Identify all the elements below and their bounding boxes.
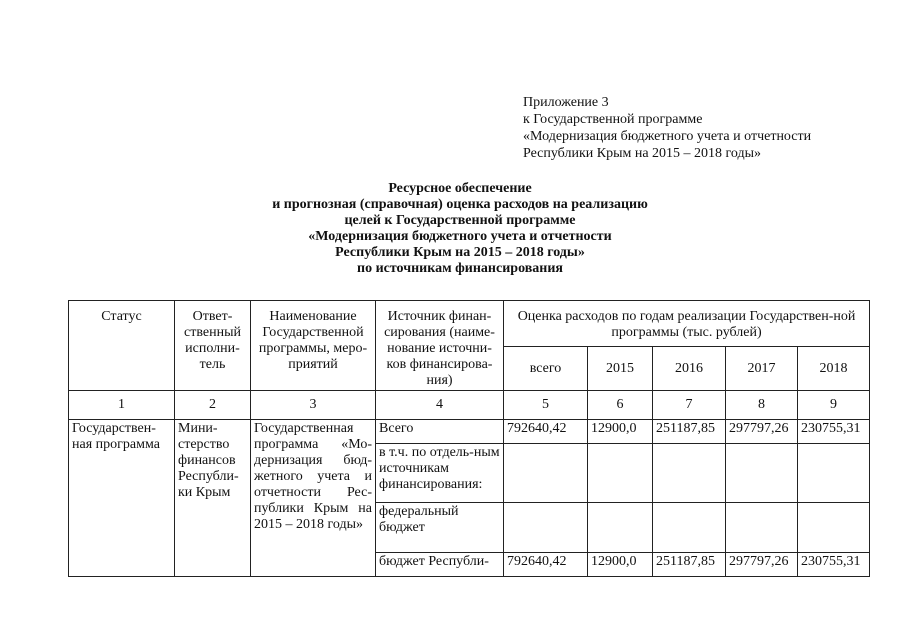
status-cell: Государствен-ная программа [69,420,175,577]
source-cell: Всего [376,420,504,444]
title-line-5: Республики Крым на 2015 – 2018 годы» [335,245,585,260]
column-number: 1 [69,391,175,420]
title-line-4: «Модернизация бюджетного учета и отчетности [308,229,612,244]
title-line-1: Ресурсное обеспечение [388,181,532,196]
header-estimate: Оценка расходов по годам реализации Государствен-ной программы (тыс. рублей) [504,301,870,347]
column-number: 3 [251,391,376,420]
header-status: Статус [69,301,175,391]
column-number: 6 [588,391,653,420]
value-cell-2018: 230755,31 [798,420,870,444]
header-executor: Ответ-ственный исполни-тель [175,301,251,391]
header-row [69,301,870,347]
resource-table [68,300,870,577]
value-cell-2017: 297797,26 [726,420,798,444]
column-number: 4 [376,391,504,420]
column-number: 5 [504,391,588,420]
value-cell-total [504,503,588,553]
header-year-2018: 2018 [798,347,870,391]
value-cell-2015 [588,503,653,553]
appendix-line-2: к Государственной программе [523,112,703,127]
column-numbers-row [69,391,870,420]
title-line-3: целей к Государственной программе [344,213,576,228]
document-title [200,181,720,277]
column-number: 2 [175,391,251,420]
value-cell-2015: 12900,0 [588,553,653,577]
column-number: 7 [653,391,726,420]
header-year-2017: 2017 [726,347,798,391]
header-year-2016: 2016 [653,347,726,391]
value-cell-2018 [798,503,870,553]
value-cell-total: 792640,42 [504,553,588,577]
header-source: Источник финан-сирования (наиме-нование источни-ков финансирова-ния) [376,301,504,391]
value-cell-2018 [798,444,870,503]
value-cell-total [504,444,588,503]
value-cell-2015 [588,444,653,503]
source-cell: бюджет Республи- [376,553,504,577]
value-cell-2016 [653,444,726,503]
value-cell-2015: 12900,0 [588,420,653,444]
value-cell-2016 [653,503,726,553]
header-total: всего [504,347,588,391]
title-line-6: по источникам финансирования [357,261,563,276]
executor-cell: Мини-стерство финансов Республи-ки Крым [175,420,251,577]
value-cell-2018: 230755,31 [798,553,870,577]
header-program-name: Наименование Государственной программы, меро-приятий [251,301,376,391]
column-number: 9 [798,391,870,420]
value-cell-2016: 251187,85 [653,420,726,444]
value-cell-2017 [726,503,798,553]
header-year-2015: 2015 [588,347,653,391]
source-cell: в т.ч. по отдель-ным источникам финансирования: [376,444,504,503]
program-name-cell: Государственная программа «Мо-дернизация бюд-жетного учета и отчетности Рес-публики Крым на 2015 – 2018 годы» [251,420,376,577]
value-cell-2016: 251187,85 [653,553,726,577]
title-line-2: и прогнозная (справочная) оценка расходов на реализацию [272,197,648,212]
appendix-note [523,94,811,162]
value-cell-total: 792640,42 [504,420,588,444]
column-number: 8 [726,391,798,420]
value-cell-2017: 297797,26 [726,553,798,577]
appendix-line-1: Приложение 3 [523,95,609,110]
appendix-line-3: «Модернизация бюджетного учета и отчетности [523,129,812,144]
appendix-line-4: Республики Крым на 2015 – 2018 годы» [523,146,762,161]
value-cell-2017 [726,444,798,503]
table-row [69,420,870,444]
source-cell: федеральный бюджет [376,503,504,553]
